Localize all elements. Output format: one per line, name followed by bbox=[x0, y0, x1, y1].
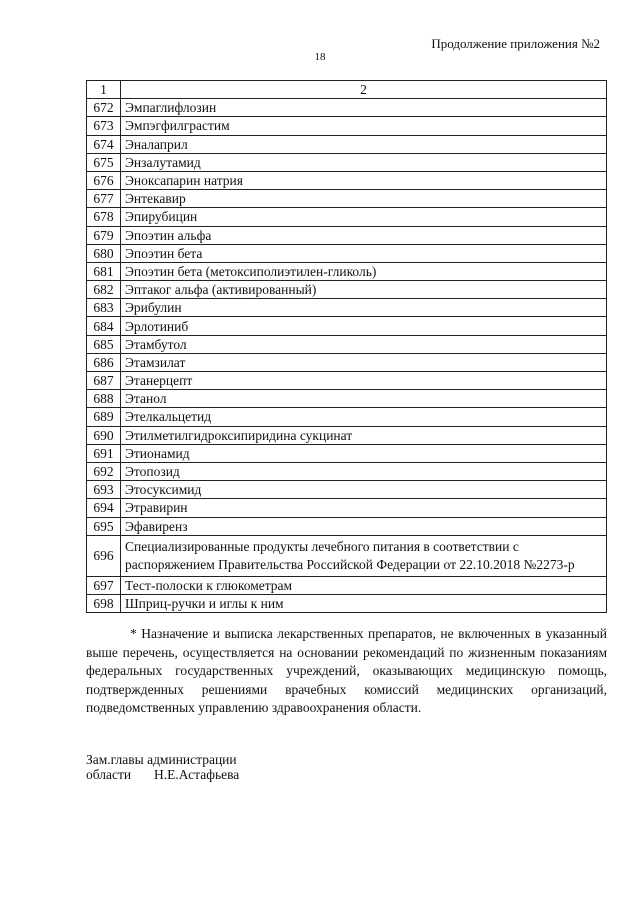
table-row bbox=[87, 535, 607, 576]
table-row bbox=[87, 190, 607, 208]
table-row bbox=[87, 408, 607, 426]
table-row bbox=[87, 99, 607, 117]
row-number: 679 bbox=[87, 226, 121, 244]
row-medication-name: Шприц-ручки и иглы к ним bbox=[121, 594, 607, 612]
row-medication-name: Этанерцепт bbox=[121, 372, 607, 390]
table-row bbox=[87, 226, 607, 244]
column-header-name: 2 bbox=[121, 81, 607, 99]
table-row bbox=[87, 517, 607, 535]
row-medication-name: Этопозид bbox=[121, 462, 607, 480]
footnote: * Назначение и выписка лекарственных препаратов, не включенных в указанный выше перечень, осуществляется на основании рекомендаций по жизненным показаниям федеральных государственных учреждений, оказывающих медицинскую помощь, подтвержденных решениями врачебных комиссий медицинских организаций, подведомственных управлению здравоохранения области. bbox=[86, 626, 607, 716]
table-row bbox=[87, 353, 607, 371]
table-row bbox=[87, 444, 607, 462]
row-number: 697 bbox=[87, 576, 121, 594]
table-row bbox=[87, 299, 607, 317]
row-number: 681 bbox=[87, 262, 121, 280]
row-number: 674 bbox=[87, 135, 121, 153]
table-row bbox=[87, 171, 607, 189]
row-medication-name: Эпоэтин альфа bbox=[121, 226, 607, 244]
row-medication-name: Энзалутамид bbox=[121, 153, 607, 171]
signature-name: Н.Е.Астафьева bbox=[154, 767, 240, 782]
table-row bbox=[87, 262, 607, 280]
row-medication-name: Эпирубицин bbox=[121, 208, 607, 226]
row-medication-name: Эфавиренз bbox=[121, 517, 607, 535]
row-medication-name: Эрлотиниб bbox=[121, 317, 607, 335]
row-number: 683 bbox=[87, 299, 121, 317]
row-number: 698 bbox=[87, 594, 121, 612]
row-medication-name: Этравирин bbox=[121, 499, 607, 517]
table-row bbox=[87, 135, 607, 153]
table-header-row bbox=[87, 81, 607, 99]
table-row bbox=[87, 244, 607, 262]
row-medication-name: Энтекавир bbox=[121, 190, 607, 208]
row-number: 678 bbox=[87, 208, 121, 226]
table-row bbox=[87, 426, 607, 444]
row-medication-name: Эпоэтин бета bbox=[121, 244, 607, 262]
row-medication-name: Этамзилат bbox=[121, 353, 607, 371]
table-row bbox=[87, 281, 607, 299]
row-number: 672 bbox=[87, 99, 121, 117]
signature-title-line2: области bbox=[86, 767, 132, 782]
page-number: 18 bbox=[314, 51, 326, 63]
column-header-number: 1 bbox=[87, 81, 121, 99]
row-medication-name: Специализированные продукты лечебного питания в соответствии с распоряжением Правительства Российской Федерации от 22.10.2018 №2273-р bbox=[121, 535, 607, 576]
row-number: 686 bbox=[87, 353, 121, 371]
row-medication-name: Эмпэгфилграстим bbox=[121, 117, 607, 135]
row-number: 693 bbox=[87, 481, 121, 499]
table-row bbox=[87, 117, 607, 135]
table-row bbox=[87, 499, 607, 517]
row-number: 687 bbox=[87, 372, 121, 390]
row-number: 690 bbox=[87, 426, 121, 444]
row-medication-name: Эпоэтин бета (метоксиполиэтилен-гликоль) bbox=[121, 262, 607, 280]
row-medication-name: Этамбутол bbox=[121, 335, 607, 353]
row-medication-name: Эрибулин bbox=[121, 299, 607, 317]
row-medication-name: Эмпаглифлозин bbox=[121, 99, 607, 117]
row-medication-name: Эптаког альфа (активированный) bbox=[121, 281, 607, 299]
table-row bbox=[87, 594, 607, 612]
row-number: 689 bbox=[87, 408, 121, 426]
table-row bbox=[87, 481, 607, 499]
row-number: 688 bbox=[87, 390, 121, 408]
row-number: 692 bbox=[87, 462, 121, 480]
row-number: 694 bbox=[87, 499, 121, 517]
row-medication-name: Этанол bbox=[121, 390, 607, 408]
row-medication-name: Эноксапарин натрия bbox=[121, 171, 607, 189]
row-medication-name: Тест-полоски к глюкометрам bbox=[121, 576, 607, 594]
table-row bbox=[87, 317, 607, 335]
signature-block bbox=[86, 752, 239, 782]
table-row bbox=[87, 576, 607, 594]
row-medication-name: Этионамид bbox=[121, 444, 607, 462]
row-medication-name: Эналаприл bbox=[121, 135, 607, 153]
table-body bbox=[87, 99, 607, 613]
table-row bbox=[87, 153, 607, 171]
table-row bbox=[87, 462, 607, 480]
row-medication-name: Этилметилгидроксипиридина сукцинат bbox=[121, 426, 607, 444]
row-number: 685 bbox=[87, 335, 121, 353]
row-number: 673 bbox=[87, 117, 121, 135]
row-number: 682 bbox=[87, 281, 121, 299]
table-row bbox=[87, 372, 607, 390]
appendix-continuation-note: Продолжение приложения №2 bbox=[431, 36, 600, 51]
signature-title-line1: Зам.главы администрации bbox=[86, 752, 237, 767]
row-medication-name: Этелкальцетид bbox=[121, 408, 607, 426]
row-medication-name: Этосуксимид bbox=[121, 481, 607, 499]
row-number: 696 bbox=[87, 535, 121, 576]
table-row bbox=[87, 208, 607, 226]
row-number: 677 bbox=[87, 190, 121, 208]
medication-table bbox=[86, 80, 607, 613]
row-number: 695 bbox=[87, 517, 121, 535]
table-row bbox=[87, 335, 607, 353]
row-number: 684 bbox=[87, 317, 121, 335]
row-number: 691 bbox=[87, 444, 121, 462]
row-number: 675 bbox=[87, 153, 121, 171]
table-row bbox=[87, 390, 607, 408]
row-number: 676 bbox=[87, 171, 121, 189]
row-number: 680 bbox=[87, 244, 121, 262]
